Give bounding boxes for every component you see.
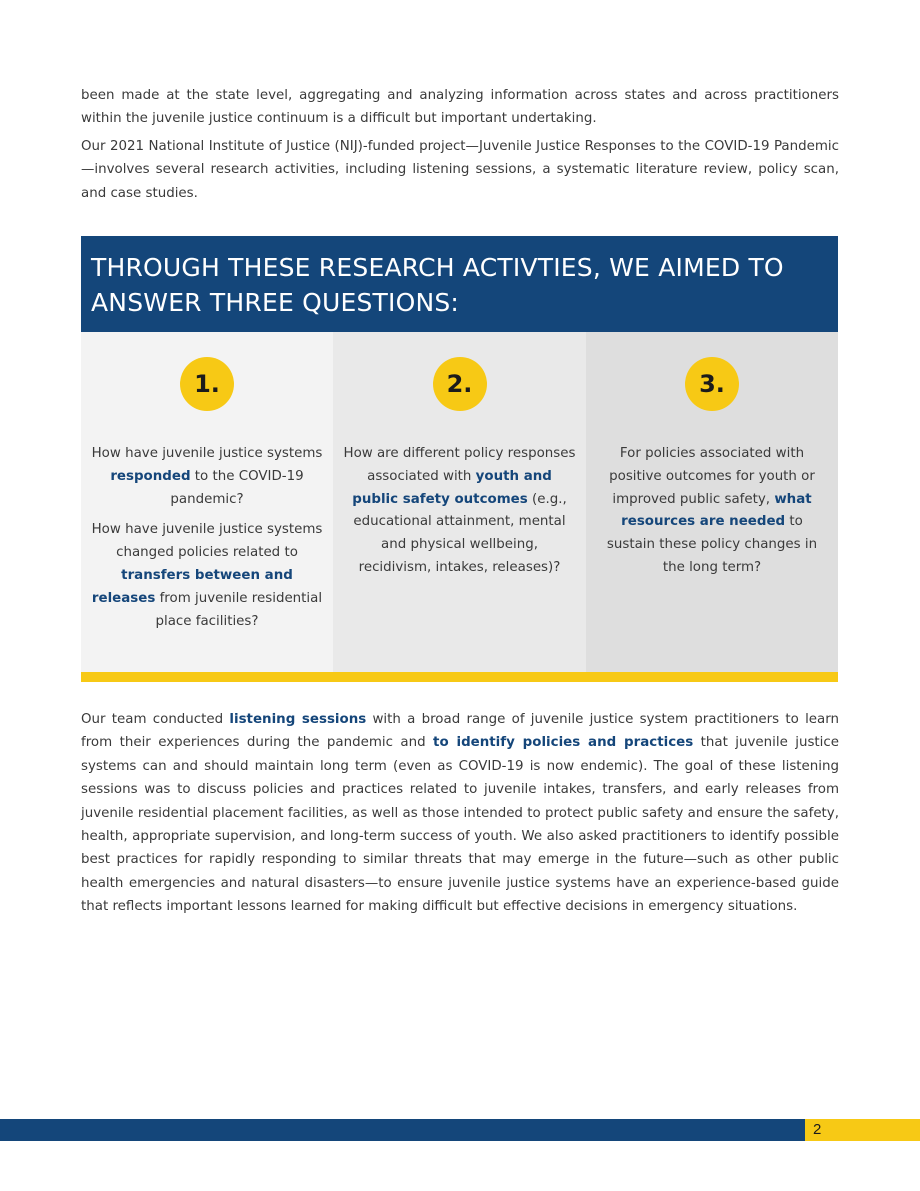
question-number-badge: 3. bbox=[685, 357, 739, 411]
question-number-badge: 1. bbox=[180, 357, 234, 411]
intro-paragraph-1: been made at the state level, aggregating and analyzing information across states and across practitioners within the juvenile justice continuum is a difficult but important undertaking. bbox=[81, 88, 839, 127]
questions-banner bbox=[81, 236, 838, 332]
question-column-1 bbox=[81, 332, 333, 672]
question-column-3 bbox=[586, 332, 838, 672]
footer-bar bbox=[0, 1119, 805, 1141]
banner-title-line-1: THROUGH THESE RESEARCH ACTIVTIES, WE AIMED TO bbox=[91, 253, 784, 282]
question-text: How have juvenile justice systems responded to the COVID-19 pandemic? How have juvenile justice systems changed policies related to transfers between and releases from juvenile residential place facilities? bbox=[91, 446, 323, 629]
question-number-badge: 2. bbox=[433, 357, 487, 411]
question-column-2 bbox=[333, 332, 586, 672]
question-text: How are different policy responses associated with youth and public safety outcomes (e.g., educational attainment, mental and physical wellbeing, recidivism, intakes, releases)? bbox=[343, 446, 576, 575]
banner-title-line-2: ANSWER THREE QUESTIONS: bbox=[91, 288, 460, 317]
question-text: For policies associated with positive outcomes for youth or improved public safety, what resources are needed to sustain these policy changes in the long term? bbox=[606, 446, 818, 575]
questions-bottom-rule bbox=[81, 672, 838, 682]
listening-sessions-paragraph: Our team conducted listening sessions with a broad range of juvenile justice system practitioners to learn from their experiences during the pandemic and to identify policies and practices that juvenile justice systems can and should maintain long term (even as COVID-19 is now endemic). The goal of these listening sessions was to discuss policies and practices related to juvenile intakes, transfers, and early releases from juvenile residential placement facilities, as well as those intended to protect public safety and ensure the safety, health, appropriate supervision, and long-term success of youth. We also asked practitioners to identify possible best practices for rapidly responding to similar threats that may emerge in the future—such as other public health emergencies and natural disasters—to ensure juvenile justice systems have an experience-based guide that reflects important lessons learned for making difficult but effective decisions in emergency situations. bbox=[81, 712, 840, 915]
page-number: 2 bbox=[805, 1119, 920, 1141]
intro-paragraph-2: Our 2021 National Institute of Justice (NIJ)-funded project—Juvenile Justice Responses to the COVID-19 Pandemic—involves several research activities, including listening sessions, a systematic literature review, policy scan, and case studies. bbox=[81, 139, 839, 201]
